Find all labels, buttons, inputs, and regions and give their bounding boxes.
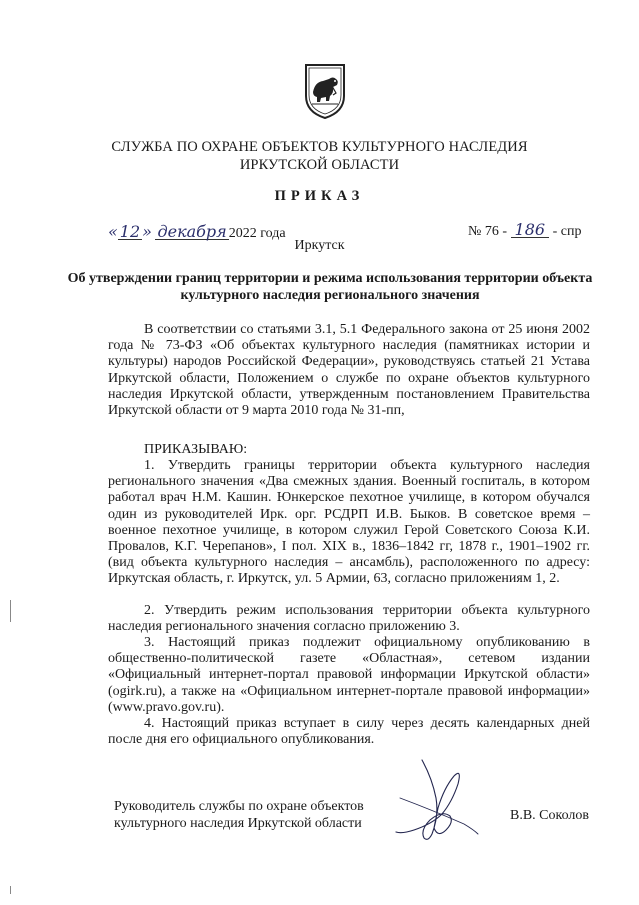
number-prefix: № 76 - <box>468 224 508 239</box>
date-close-quote: » <box>142 222 152 241</box>
date-month: декабря <box>157 222 227 241</box>
signer-position-line1: Руководитель службы по охране объектов <box>114 799 364 814</box>
binding-mark <box>10 886 11 894</box>
signer-position-line2: культурного наследия Иркутской области <box>114 816 362 831</box>
date-open-quote: « <box>108 222 118 241</box>
signer-name: В.В. Соколов <box>510 808 590 823</box>
agency-name-line1: СЛУЖБА ПО ОХРАНЕ ОБЪЕКТОВ КУЛЬТУРНОГО НАСЛЕДИЯ <box>111 139 528 155</box>
document-city: Иркутск <box>294 238 345 253</box>
number-suffix: - спр <box>552 224 582 239</box>
order-item-4: 4. Настоящий приказ вступает в силу через десять календарных дней после дня его официального опубликования. <box>108 716 590 748</box>
coat-of-arms-emblem <box>303 62 347 120</box>
order-word: ПРИКАЗЫВАЮ: <box>144 442 248 457</box>
date-day: 12 <box>119 222 141 241</box>
signer-position <box>114 798 364 832</box>
order-item-2: 2. Утвердить режим использования территории объекта культурного наследия регионального значения согласно приложению 3. <box>108 603 590 635</box>
date-year: 2022 года <box>228 226 286 241</box>
agency-name-line2: ИРКУТСКОЙ ОБЛАСТИ <box>239 157 400 173</box>
binding-mark <box>10 600 11 622</box>
document-title: Об утверждении границ территории и режима использования территории объекта культурного наследия регионального значения <box>67 271 593 303</box>
order-item-1: 1. Утвердить границы территории объекта культурного наследия регионального значения «Два смежных здания. Военный госпиталь, в котором работал врач Н.М. Кашин. Юнкерское пехотное училище, в котором обучался один из руководителей Ирк. орг. РСДРП И.В. Быков. В советское время – военное пехотное училище, в котором служил Герой Советского Союза К.И. Провалов, К.Г. Черепанов», I пол. XIX в., 1836–1842 гг, 1878 г., 1901–1902 гг. (вид объекта культурного наследия – ансамбль), расположенного по адресу: Иркутская область, г. Иркутск, ул. 5 Армии, 63, согласно приложениям 1, 2. <box>108 458 590 587</box>
handwritten-signature <box>392 758 484 846</box>
order-item-3: 3. Настоящий приказ подлежит официальному опубликованию в общественно-политической газете «Областная», сетевом издании «Официальный интернет-портал правовой информации Иркутской области» (ogirk.ru), а также на «Официальном интернет-портале правовой информации» (www.pravo.gov.ru). <box>108 635 590 715</box>
preamble-paragraph: В соответствии со статьями 3.1, 5.1 Федерального закона от 25 июня 2002 года № 73-ФЗ «Об объектах культурного наследия (памятниках истории и культуры) народов Российской Федерации», руководствуясь статьей 21 Устава Иркутской области, Положением о службе по охране объектов культурного наследия Иркутской области, утвержденным постановлением Правительства Иркутской области от 9 марта 2010 года № 31-пп, <box>108 322 590 419</box>
number-value: 186 <box>511 222 550 238</box>
document-type: ПРИКАЗ <box>274 188 365 204</box>
